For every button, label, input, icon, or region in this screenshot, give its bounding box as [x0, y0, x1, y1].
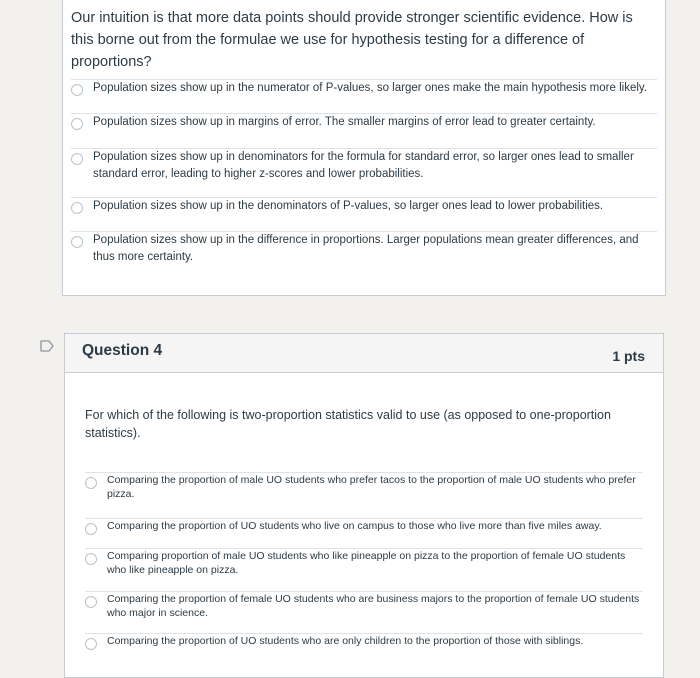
answer-label: Comparing the proportion of female UO students who are business majors to the proportion of female UO students who major in science. [107, 593, 640, 619]
question-4-card [64, 333, 664, 678]
question-points: 1 pts [612, 348, 645, 364]
answer-label: Population sizes show up in the numerator of P-values, so larger ones make the main hypothesis more likely. [93, 82, 647, 94]
radio-unselected-icon[interactable] [71, 118, 83, 130]
answer-label: Comparing the proportion of UO students who are only children to the proportion of those with siblings. [107, 635, 584, 647]
radio-unselected-icon[interactable] [71, 202, 83, 214]
flag-outline-icon[interactable] [40, 340, 54, 352]
radio-unselected-icon[interactable] [85, 523, 97, 535]
question-4-header [65, 334, 663, 373]
radio-unselected-icon[interactable] [85, 596, 97, 608]
radio-unselected-icon[interactable] [71, 236, 83, 248]
answer-option[interactable] [85, 518, 643, 535]
answer-label: Population sizes show up in the difference in proportions. Larger populations mean greater differences, and thus more certainty. [93, 234, 639, 263]
answer-option[interactable] [71, 148, 657, 183]
radio-unselected-icon[interactable] [85, 553, 97, 565]
answer-option[interactable] [85, 633, 643, 650]
radio-unselected-icon[interactable] [71, 84, 83, 96]
answer-option[interactable] [85, 472, 643, 501]
answer-label: Population sizes show up in the denominators of P-values, so larger ones lead to lower probabilities. [93, 200, 604, 212]
answer-label: Comparing the proportion of UO students who live on campus to those who live more than five miles away. [107, 520, 602, 532]
answer-label: Population sizes show up in margins of error. The smaller margins of error lead to greater certainty. [93, 116, 596, 128]
answer-option[interactable] [71, 197, 657, 215]
answer-option[interactable] [85, 548, 643, 577]
question-4-text: For which of the following is two-proportion statistics valid to use (as opposed to one-proportion statistics). [85, 408, 611, 440]
question-title: Question 4 [82, 342, 163, 359]
radio-unselected-icon[interactable] [85, 638, 97, 650]
question-3-card [62, 0, 666, 296]
radio-unselected-icon[interactable] [71, 153, 83, 165]
answer-option[interactable] [71, 79, 657, 97]
answer-label: Comparing proportion of male UO students who like pineapple on pizza to the proportion of female UO students who like pineapple on pizza. [107, 550, 626, 576]
answer-option[interactable] [71, 231, 657, 266]
answer-label: Population sizes show up in denominators for the formula for standard error, so larger ones lead to smaller standard error, leading to higher z-scores and lower probabilities. [93, 151, 634, 180]
answer-label: Comparing the proportion of male UO students who prefer tacos to the proportion of male UO students who prefer pizza. [107, 474, 636, 500]
answer-option[interactable] [71, 113, 657, 131]
answer-option[interactable] [85, 591, 643, 620]
question-3-text: Our intuition is that more data points should provide stronger scientific evidence. How is this borne out from the formulae we use for hypothesis testing for a difference of proportions? [71, 10, 633, 70]
radio-unselected-icon[interactable] [85, 477, 97, 489]
